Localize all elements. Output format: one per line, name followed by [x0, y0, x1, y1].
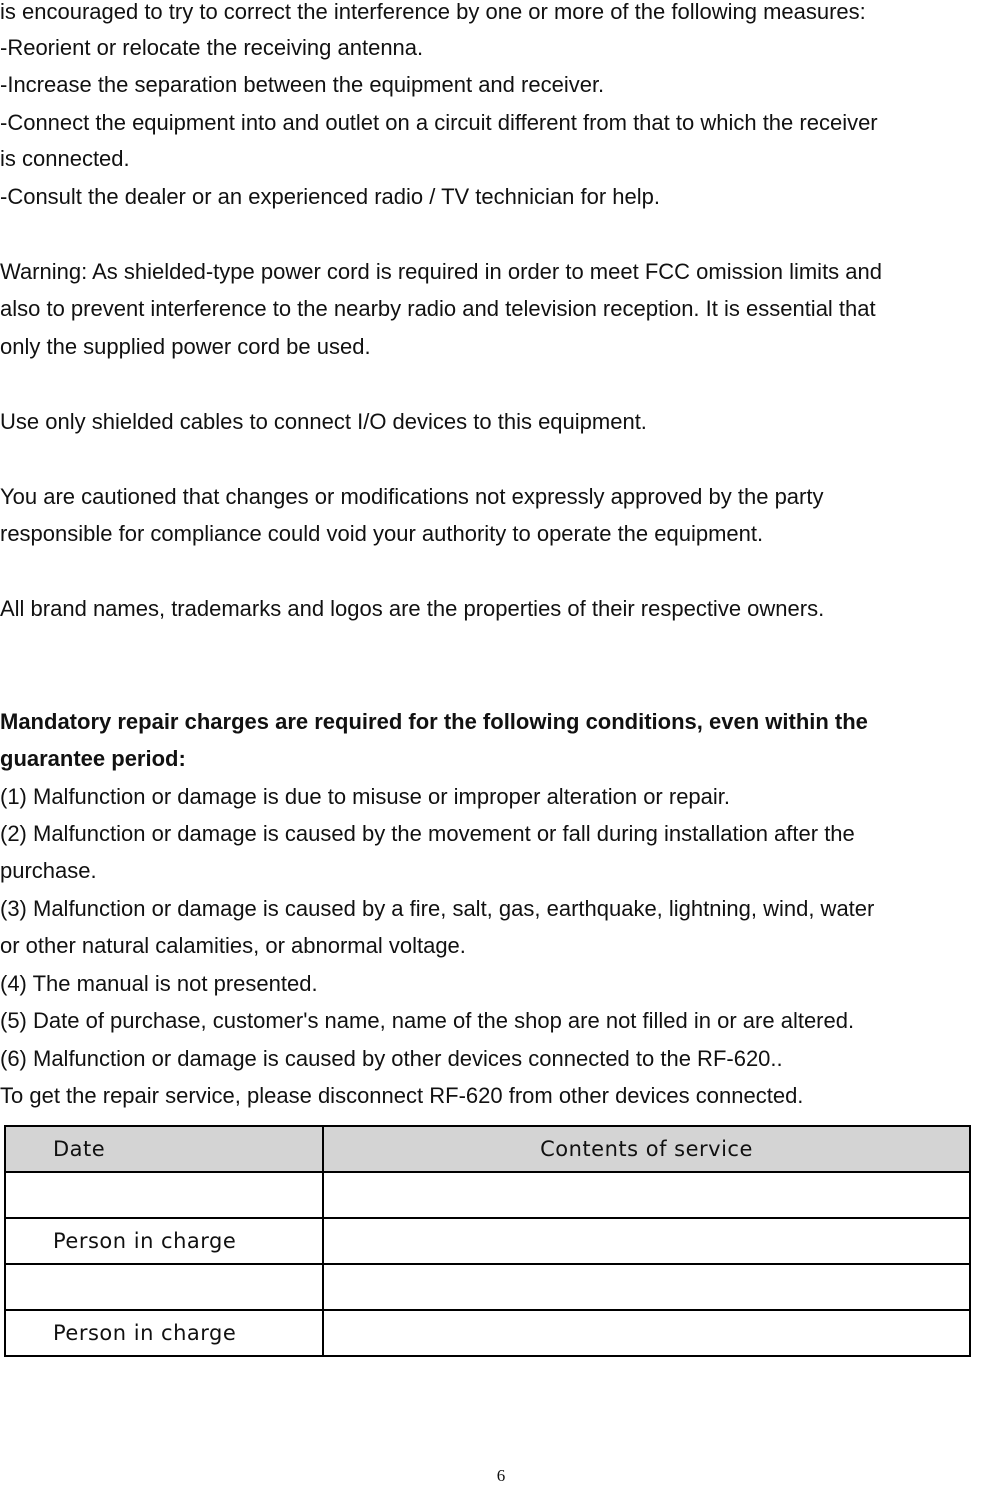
repair-item-2-line-1: (2) Malfunction or damage is caused by the movement or fall during installation after the [0, 821, 855, 846]
repair-item-1: (1) Malfunction or damage is due to misuse or improper alteration or repair. [0, 784, 731, 809]
repair-item-5: (5) Date of purchase, customer's name, name of the shop are not filled in or are altered. [0, 1008, 855, 1033]
repair-heading-line-2: guarantee period: [0, 746, 186, 771]
service-table-row [5, 1172, 970, 1218]
fcc-measure-1: -Reorient or relocate the receiving antenna. [0, 35, 424, 60]
page-number: 6 [496, 1466, 506, 1485]
fcc-measure-4: -Consult the dealer or an experienced radio / TV technician for help. [0, 184, 660, 209]
shielded-cables-text: Use only shielded cables to connect I/O devices to this equipment. [0, 409, 647, 434]
repair-item-6: (6) Malfunction or damage is caused by other devices connected to the RF-620.. [0, 1046, 783, 1071]
warning-line-2: also to prevent interference to the nearby radio and television reception. It is essential that [0, 296, 876, 321]
service-table-row [5, 1218, 970, 1264]
repair-item-3-line-1: (3) Malfunction or damage is caused by a fire, salt, gas, earthquake, lightning, wind, water [0, 896, 875, 921]
repair-service-note: To get the repair service, please disconnect RF-620 from other devices connected. [0, 1083, 804, 1108]
caution-line-1: You are cautioned that changes or modifications not expressly approved by the party [0, 484, 824, 509]
contents-column-header: Contents of service [323, 1126, 970, 1172]
service-table-header-row [5, 1126, 970, 1172]
fcc-intro-text: is encouraged to try to correct the interference by one or more of the following measures: [0, 0, 866, 24]
warning-line-3: only the supplied power cord be used. [0, 334, 371, 359]
warning-line-1: Warning: As shielded-type power cord is required in order to meet FCC omission limits and [0, 259, 882, 284]
repair-heading-line-1: Mandatory repair charges are required for the following conditions, even within the [0, 709, 868, 734]
person-in-charge-label: Person in charge [5, 1218, 323, 1264]
fcc-measure-2: -Increase the separation between the equipment and receiver. [0, 72, 605, 97]
contents-cell [323, 1310, 970, 1356]
contents-cell [323, 1264, 970, 1310]
trademarks-text: All brand names, trademarks and logos are the properties of their respective owners. [0, 596, 825, 621]
repair-item-3-line-2: or other natural calamities, or abnormal voltage. [0, 933, 466, 958]
fcc-measure-3-line-1: -Connect the equipment into and outlet on a circuit different from that to which the receiver [0, 110, 878, 135]
service-table-row [5, 1264, 970, 1310]
service-table-row [5, 1310, 970, 1356]
contents-cell [323, 1218, 970, 1264]
service-record-table [4, 1125, 971, 1357]
repair-item-4: (4) The manual is not presented. [0, 971, 318, 996]
date-cell [5, 1264, 323, 1310]
person-in-charge-label: Person in charge [5, 1310, 323, 1356]
repair-item-2-line-2: purchase. [0, 858, 97, 883]
contents-cell [323, 1172, 970, 1218]
fcc-measure-3-line-2: is connected. [0, 146, 130, 171]
date-cell [5, 1172, 323, 1218]
date-column-header: Date [5, 1126, 323, 1172]
caution-line-2: responsible for compliance could void your authority to operate the equipment. [0, 521, 764, 546]
